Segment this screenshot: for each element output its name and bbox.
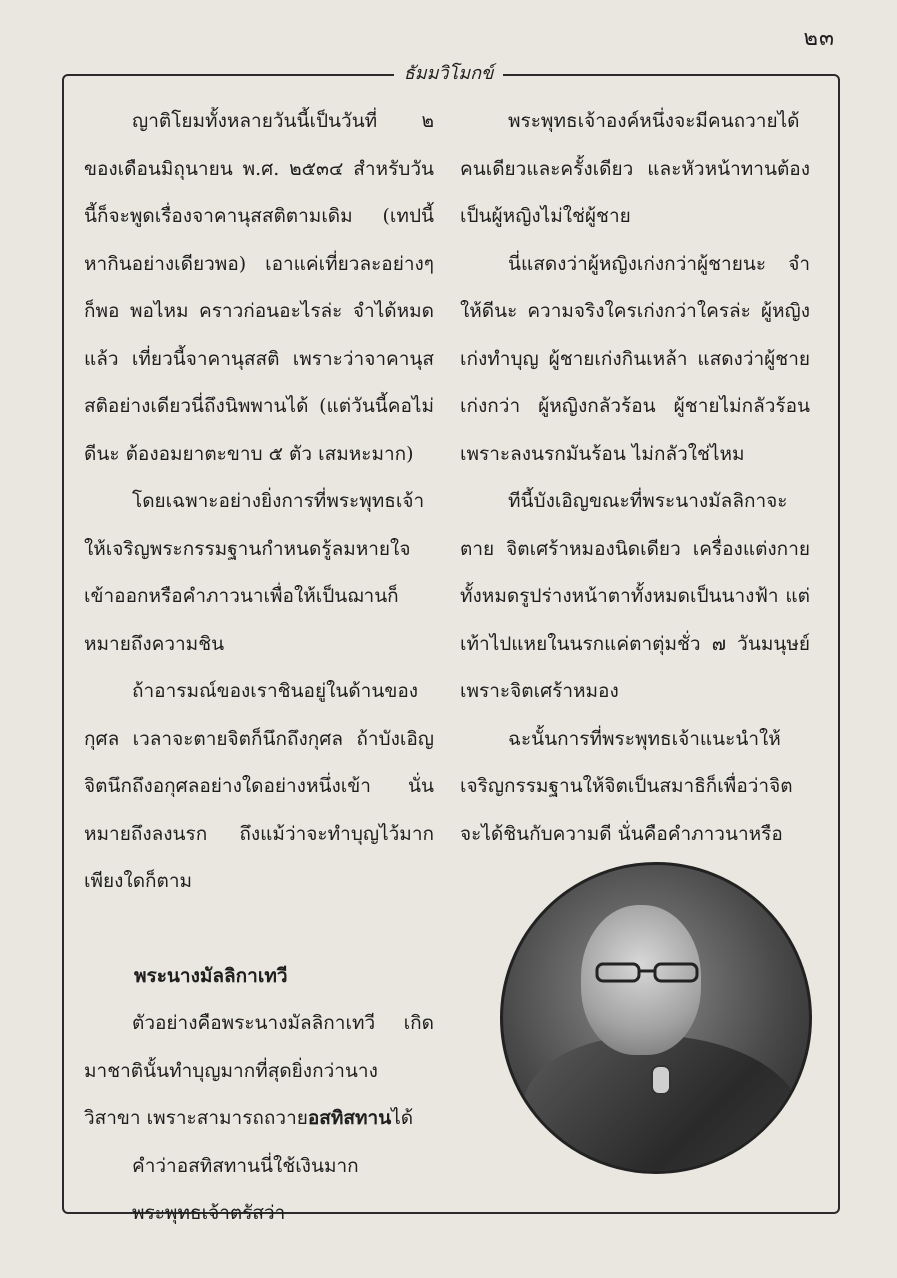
paragraph: พระพุทธเจ้าองค์หนึ่งจะมีคนถวายได้คนเดียวและครั้งเดียว และหัวหน้าทานต้องเป็นผู้หญิงไม่ใช่ผู้ชาย — [460, 110, 810, 227]
robe-shape — [523, 1035, 803, 1174]
paragraph: ถ้าอารมณ์ของเราชินอยู่ในด้านของกุศล เวลาจะตายจิตก็นึกถึงกุศล ถ้าบังเอิญจิตนึกถึงอกุศลอย่างใดอย่างหนึ่งเข้า นั่นหมายถึงลงนรก ถึงแม้ว่าจะทำบุญไว้มากเพียงใดก็ตาม — [84, 680, 434, 892]
page-number: ๒๓ — [803, 26, 835, 51]
right-column — [460, 98, 810, 858]
left-column — [84, 98, 434, 1238]
paragraph-text: ได้ — [391, 1107, 414, 1129]
paragraph-text: ตัวอย่างคือพระนางมัลลิกาเทวี เกิดมาชาตินั้นทำบุญมากที่สุดยิ่งกว่านางวิสาขา เพราะสามารถถวาย — [84, 1012, 434, 1129]
microphone-icon — [651, 1065, 671, 1095]
paragraph: ญาติโยมทั้งหลายวันนี้เป็นวันที่ ๒ ของเดือนมิถุนายน พ.ศ. ๒๕๓๔ สำหรับวันนี้ก็จะพูดเรื่องจาคานุสสติตามเดิม (เทปนี้หากินอย่างเดียวพอ) เอาแค่เที่ยวละอย่างๆ ก็พอ พอไหม คราวก่อนอะไรล่ะ จำได้หมดแล้ว เที่ยวนี้จาคานุสสติ เพราะว่าจาคานุสสติอย่างเดียวนี่ถึงนิพพานได้ (แต่วันนี้คอไม่ดีนะ ต้องอมยาตะขาบ ๕ ตัว เสมหะมาก) — [84, 110, 434, 465]
paragraph: ทีนี้บังเอิญขณะที่พระนางมัลลิกาจะตาย จิตเศร้าหมองนิดเดียว เครื่องแต่งกายทั้งหมดรูปร่างหน้าตาทั้งหมดเป็นนางฟ้า แต่เท้าไปแหยในนรกแค่ตาตุ่มชั่ว ๗ วันมนุษย์ เพราะจิตเศร้าหมอง — [460, 490, 810, 702]
glasses-icon — [593, 961, 703, 985]
bold-term: อสทิสทาน — [307, 1107, 392, 1129]
paragraph — [84, 1000, 434, 1143]
running-header-title: ธัมมวิโมกข์ — [394, 63, 504, 84]
paragraph: คำว่าอสทิสทานนี่ใช้เงินมาก — [132, 1154, 359, 1177]
monk-portrait-photo — [500, 862, 812, 1174]
paragraph: ฉะนั้นการที่พระพุทธเจ้าแนะนำให้เจริญกรรมฐานให้จิตเป็นสมาธิก็เพื่อว่าจิตจะได้ชินกับความดี นั่นคือคำภาวนาหรือ — [460, 727, 793, 845]
paragraph: โดยเฉพาะอย่างยิ่งการที่พระพุทธเจ้าให้เจริญพระกรรมฐานกำหนดรู้ลมหายใจเข้าออกหรือคำภาวนาเพื่อให้เป็นฌานก็หมายถึงความชิน — [84, 490, 425, 655]
paragraph: นี่แสดงว่าผู้หญิงเก่งกว่าผู้ชายนะ จำให้ดีนะ ความจริงใครเก่งกว่าใครล่ะ ผู้หญิงเก่งทำบุญ ผู้ชายเก่งกินเหล้า แสดงว่าผู้ชายเก่งกว่า ผู้หญิงกลัวร้อน ผู้ชายไม่กลัวร้อน เพราะลงนรกมันร้อน ไม่กลัวใช่ไหม — [460, 252, 810, 465]
paragraph: พระพุทธเจ้าตรัสว่า — [132, 1202, 286, 1224]
section-heading: พระนางมัลลิกาเทวี — [134, 964, 288, 987]
